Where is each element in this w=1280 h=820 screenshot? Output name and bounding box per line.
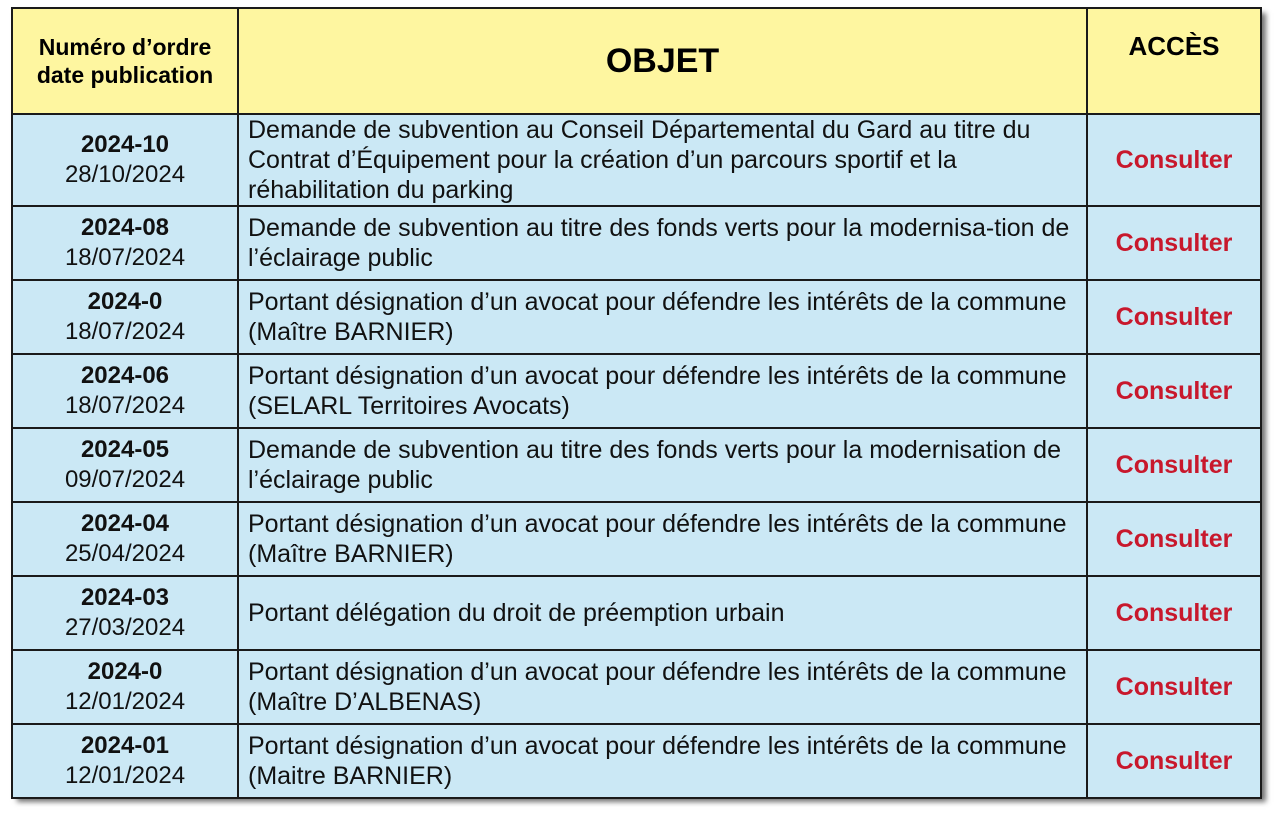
row-date: 27/03/2024 bbox=[64, 614, 186, 641]
row-date: 18/07/2024 bbox=[64, 318, 186, 345]
consulter-link[interactable]: Consulter bbox=[1115, 145, 1233, 174]
consulter-link[interactable]: Consulter bbox=[1115, 598, 1233, 627]
table-row bbox=[12, 428, 1261, 502]
row-numero: 2024-04 bbox=[80, 510, 170, 537]
row-numero: 2024-08 bbox=[80, 214, 170, 241]
consulter-link[interactable]: Consulter bbox=[1115, 228, 1233, 257]
table-row bbox=[12, 280, 1261, 354]
row-objet: Portant désignation d’un avocat pour défendre les intérêts de la commune (Maître BARNIER) bbox=[238, 502, 1087, 576]
row-numero: 2024-01 bbox=[80, 732, 170, 759]
table-header-row bbox=[12, 8, 1261, 114]
row-numero: 2024-06 bbox=[80, 362, 170, 389]
header-objet: OBJET bbox=[238, 8, 1087, 114]
row-numero: 2024-0 bbox=[87, 658, 163, 685]
row-date: 28/10/2024 bbox=[64, 161, 186, 188]
row-acces-cell bbox=[1087, 280, 1261, 354]
table-row bbox=[12, 650, 1261, 724]
table-row bbox=[12, 502, 1261, 576]
row-numero-cell bbox=[12, 502, 238, 576]
row-numero-cell bbox=[12, 576, 238, 650]
row-date: 09/07/2024 bbox=[64, 466, 186, 493]
table-row bbox=[12, 206, 1261, 280]
row-date: 25/04/2024 bbox=[64, 540, 186, 567]
header-numero-date bbox=[12, 8, 238, 114]
row-objet: Portant désignation d’un avocat pour défendre les intérêts de la commune (Maître D’ALBENAS) bbox=[238, 650, 1087, 724]
row-numero-cell bbox=[12, 354, 238, 428]
header-acces: ACCÈS bbox=[1087, 8, 1261, 114]
consulter-link[interactable]: Consulter bbox=[1115, 302, 1233, 331]
header-date-label: date publication bbox=[36, 62, 214, 88]
row-objet: Demande de subvention au Conseil Départemental du Gard au titre du Contrat d’Équipement pour la création d’un parcours sportif et la réhabilitation du parking bbox=[238, 114, 1087, 206]
row-date: 18/07/2024 bbox=[64, 392, 186, 419]
table-row bbox=[12, 724, 1261, 798]
row-numero: 2024-05 bbox=[80, 436, 170, 463]
row-numero-cell bbox=[12, 280, 238, 354]
row-objet: Portant désignation d’un avocat pour défendre les intérêts de la commune (Maître BARNIER) bbox=[238, 280, 1087, 354]
row-objet: Portant désignation d’un avocat pour défendre les intérêts de la commune (Maitre BARNIER) bbox=[238, 724, 1087, 798]
row-objet: Demande de subvention au titre des fonds verts pour la modernisa-tion de l’éclairage public bbox=[238, 206, 1087, 280]
row-numero-cell bbox=[12, 114, 238, 206]
row-numero-cell bbox=[12, 428, 238, 502]
row-date: 12/01/2024 bbox=[64, 762, 186, 789]
consulter-link[interactable]: Consulter bbox=[1115, 450, 1233, 479]
row-numero: 2024-10 bbox=[80, 131, 170, 158]
row-acces-cell bbox=[1087, 650, 1261, 724]
table-row bbox=[12, 354, 1261, 428]
table-row bbox=[12, 114, 1261, 206]
row-acces-cell bbox=[1087, 428, 1261, 502]
row-acces-cell bbox=[1087, 114, 1261, 206]
row-date: 18/07/2024 bbox=[64, 244, 186, 271]
row-objet: Portant délégation du droit de préemption urbain bbox=[238, 576, 1087, 650]
row-numero-cell bbox=[12, 650, 238, 724]
consulter-link[interactable]: Consulter bbox=[1115, 376, 1233, 405]
consulter-link[interactable]: Consulter bbox=[1115, 524, 1233, 553]
row-acces-cell bbox=[1087, 354, 1261, 428]
row-numero-cell bbox=[12, 724, 238, 798]
row-objet: Portant désignation d’un avocat pour défendre les intérêts de la commune (SELARL Territoires Avocats) bbox=[238, 354, 1087, 428]
consulter-link[interactable]: Consulter bbox=[1115, 746, 1233, 775]
decisions-table bbox=[11, 7, 1262, 799]
row-numero-cell bbox=[12, 206, 238, 280]
decisions-table-container bbox=[11, 7, 1260, 796]
row-numero: 2024-03 bbox=[80, 584, 170, 611]
consulter-link[interactable]: Consulter bbox=[1115, 672, 1233, 701]
header-numero-label: Numéro d’ordre bbox=[38, 34, 212, 60]
table-row bbox=[12, 576, 1261, 650]
row-date: 12/01/2024 bbox=[64, 688, 186, 715]
row-acces-cell bbox=[1087, 206, 1261, 280]
row-objet: Demande de subvention au titre des fonds verts pour la modernisation de l’éclairage public bbox=[238, 428, 1087, 502]
row-acces-cell bbox=[1087, 502, 1261, 576]
row-acces-cell bbox=[1087, 576, 1261, 650]
row-acces-cell bbox=[1087, 724, 1261, 798]
row-numero: 2024-0 bbox=[87, 288, 163, 315]
